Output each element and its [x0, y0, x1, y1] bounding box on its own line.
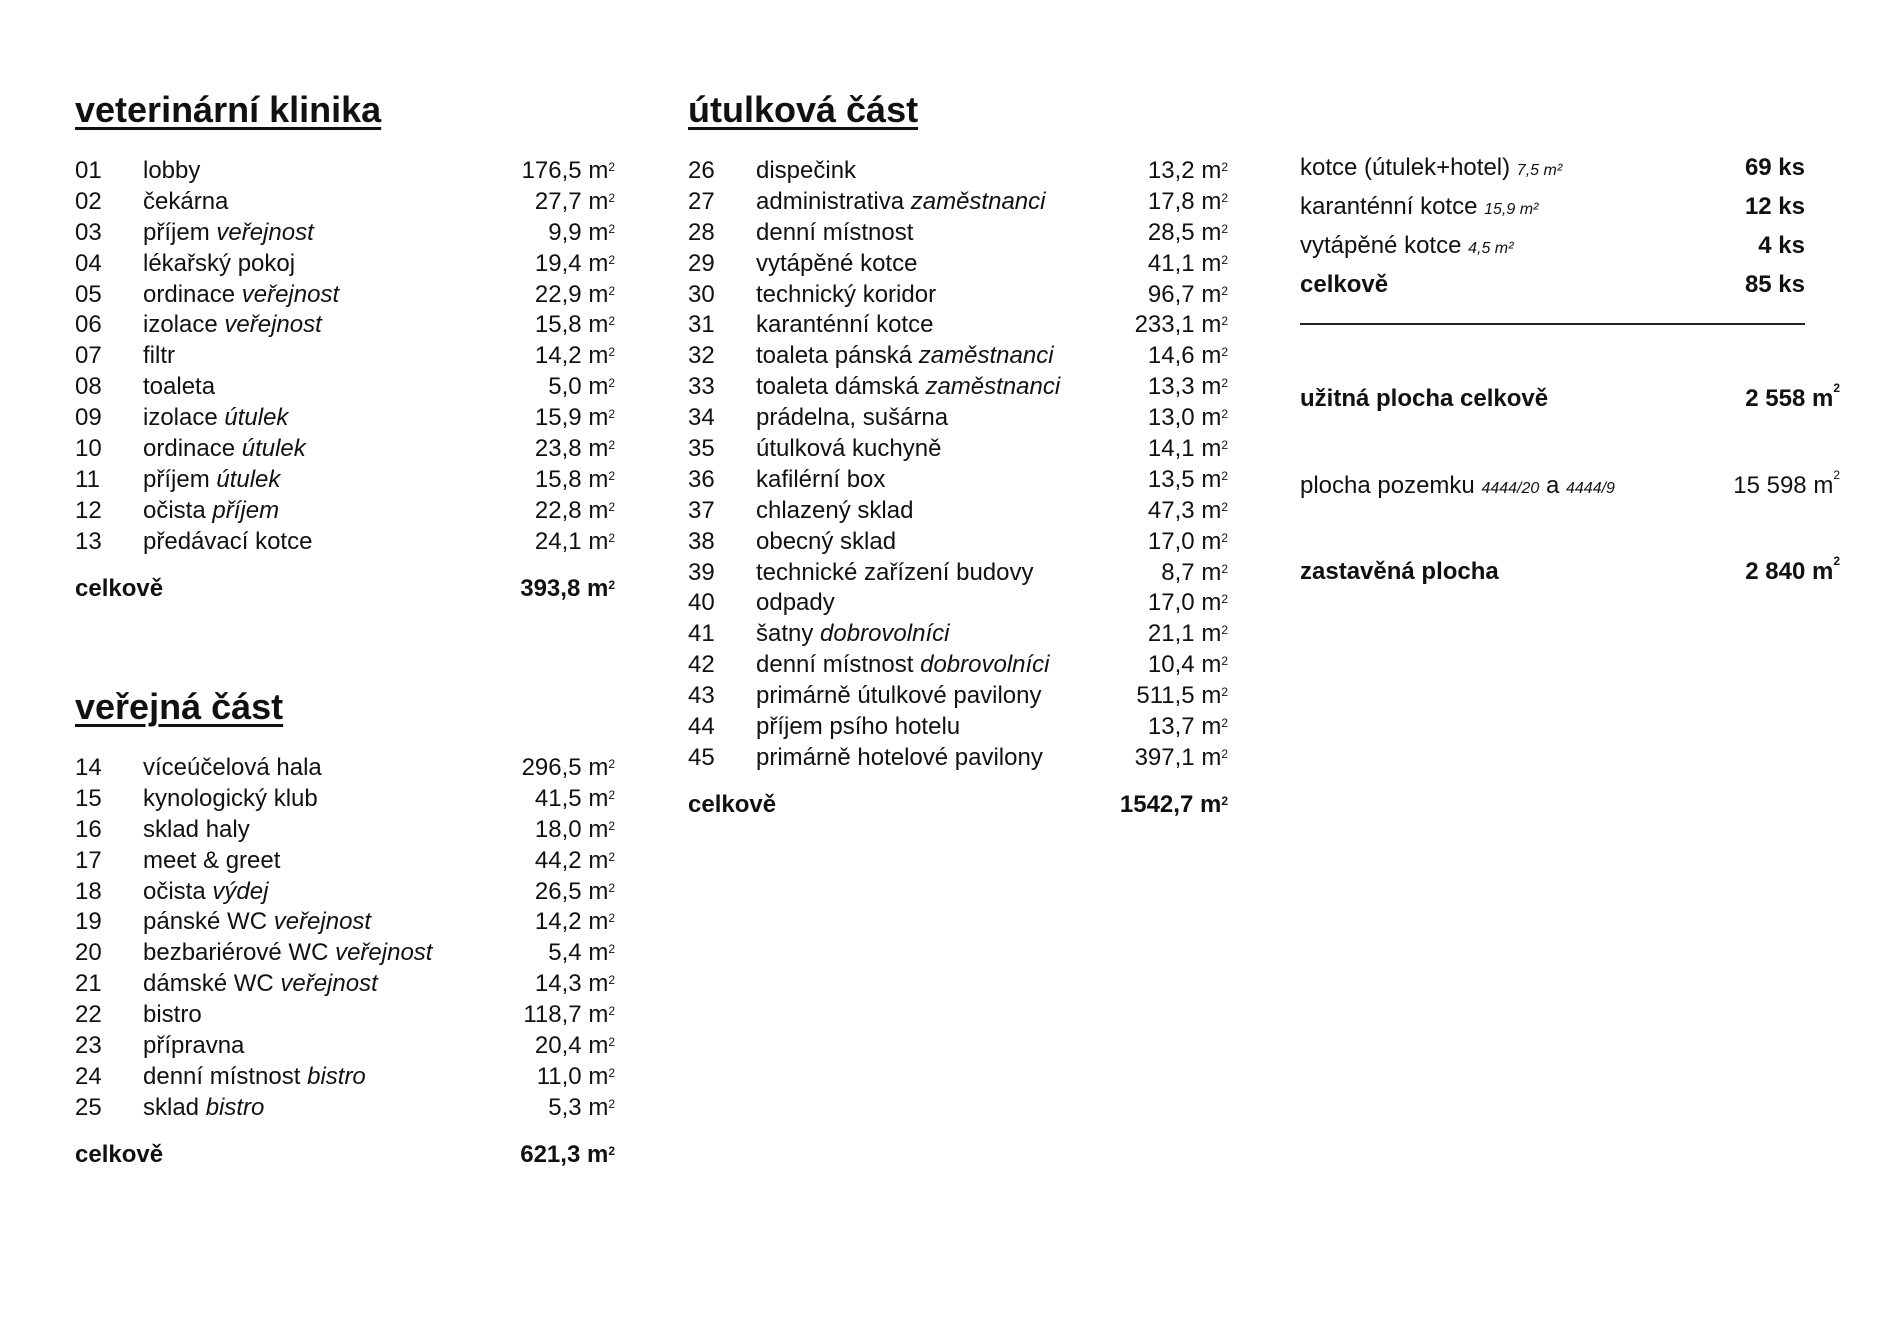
total-label: celkově	[75, 1140, 164, 1168]
room-area: 23,8 $m^2$	[534, 435, 615, 463]
room-note: veřejnost	[224, 311, 322, 339]
kennel-total-row	[1300, 267, 1805, 303]
kennel-row	[1300, 150, 1805, 189]
room-name: filtr	[143, 342, 175, 370]
room-row	[688, 249, 1228, 280]
room-note: útulek	[241, 435, 306, 463]
room-area: 24,1 $m^2$	[534, 527, 615, 555]
room-number: 05	[75, 280, 102, 308]
room-number: 40	[688, 589, 715, 617]
room-row	[75, 341, 615, 372]
room-number: 45	[688, 743, 715, 771]
room-row	[688, 403, 1228, 434]
kennel-list	[1300, 150, 1805, 267]
room-name: útulková kuchyně	[756, 435, 942, 463]
room-number: 43	[688, 682, 715, 710]
room-row	[75, 218, 615, 249]
kennel-row	[1300, 228, 1805, 267]
room-number: 02	[75, 187, 102, 215]
room-area: 9,9 $m^2$	[548, 218, 615, 246]
room-row	[688, 681, 1228, 712]
room-number: 10	[75, 435, 102, 463]
room-list-veterinarni	[75, 156, 615, 558]
room-row	[75, 969, 615, 1000]
room-name: šatny dobrovolníci	[756, 620, 950, 648]
total-value: 393,8 $m^2$	[520, 574, 615, 602]
section-utulkova	[688, 88, 1228, 820]
room-name: bistro	[143, 1001, 202, 1029]
room-list-utulkova	[688, 156, 1228, 774]
room-name: ordinace útulek	[143, 435, 306, 463]
room-list-verejna	[75, 753, 615, 1124]
room-area: 511,5 $m^2$	[1136, 682, 1228, 710]
room-name: toaleta dámská zaměstnanci	[756, 373, 1061, 401]
room-area: 20,4 $m^2$	[534, 1032, 615, 1060]
room-name: ordinace veřejnost	[143, 280, 340, 308]
room-name: primárně hotelové pavilony	[756, 743, 1043, 771]
room-name: prádelna, sušárna	[756, 404, 949, 432]
total-value: 621,3 $m^2$	[520, 1140, 615, 1168]
room-number: 29	[688, 249, 715, 277]
room-row	[75, 1000, 615, 1031]
kennel-label: kotce (útulek+hotel) 7,5 m²	[1300, 154, 1563, 181]
room-name: odpady	[756, 589, 835, 617]
room-row	[688, 341, 1228, 372]
room-number: 31	[688, 311, 715, 339]
room-name: sklad bistro	[143, 1093, 265, 1121]
room-number: 24	[75, 1062, 102, 1090]
room-name: bezbariérové WC veřejnost	[143, 939, 433, 967]
room-area: 17,0 $m^2$	[1147, 589, 1228, 617]
room-number: 37	[688, 496, 715, 524]
section-verejna	[75, 685, 615, 1170]
room-row	[75, 280, 615, 311]
room-area: 13,5 $m^2$	[1147, 465, 1228, 493]
room-row	[688, 650, 1228, 681]
room-number: 36	[688, 465, 715, 493]
total-label: celkově	[688, 790, 777, 818]
room-area: 13,0 $m^2$	[1147, 404, 1228, 432]
section-title-veterinarni: veterinární klinika	[75, 89, 382, 130]
divider	[1300, 323, 1805, 325]
room-area: 14,2 $m^2$	[534, 342, 615, 370]
room-name: technický koridor	[756, 280, 937, 308]
total-value: 1542,7 $m^2$	[1119, 790, 1228, 818]
room-number: 01	[75, 157, 102, 184]
plocha-pozemku-label: plocha pozemku 4444/20 a 4444/9	[1300, 472, 1615, 499]
room-name: pánské WC veřejnost	[143, 908, 372, 936]
total-row-verejna	[75, 1140, 615, 1170]
room-note: výdej	[212, 877, 269, 905]
room-row	[75, 1062, 615, 1093]
room-number: 30	[688, 280, 715, 308]
kennel-count: 69 ks	[1744, 154, 1805, 181]
room-name: očista výdej	[143, 877, 269, 905]
room-area: 14,3 $m^2$	[534, 970, 615, 998]
room-row	[75, 784, 615, 815]
room-number: 44	[688, 713, 715, 741]
room-number: 33	[688, 373, 715, 401]
room-number: 23	[75, 1032, 102, 1060]
room-name: dispečink	[756, 157, 857, 184]
section-kotce	[1300, 150, 1805, 325]
room-number: 04	[75, 249, 102, 277]
room-row	[688, 527, 1228, 558]
room-row	[688, 558, 1228, 589]
total-row-veterinarni	[75, 574, 615, 604]
room-area: 17,0 $m^2$	[1147, 527, 1228, 555]
room-row	[75, 907, 615, 938]
room-area: 26,5 $m^2$	[534, 877, 615, 905]
room-number: 15	[75, 784, 102, 812]
room-number: 26	[688, 157, 715, 184]
room-name: dámské WC veřejnost	[143, 970, 378, 998]
room-number: 20	[75, 939, 102, 967]
room-row	[688, 743, 1228, 774]
room-area: 15,8 $m^2$	[534, 311, 615, 339]
room-name: denní místnost dobrovolníci	[756, 651, 1050, 679]
room-name: denní místnost	[756, 218, 914, 246]
room-row	[688, 310, 1228, 341]
room-row	[75, 434, 615, 465]
room-number: 18	[75, 877, 102, 905]
uzitna-plocha-value: 2 558 $m^2$	[1745, 381, 1840, 412]
room-name: očista příjem	[143, 496, 280, 524]
room-name: administrativa zaměstnanci	[756, 187, 1046, 215]
room-row	[75, 310, 615, 341]
kennel-count: 12 ks	[1744, 193, 1805, 220]
room-row	[75, 753, 615, 784]
room-name: lobby	[143, 157, 201, 184]
room-row	[688, 280, 1228, 311]
room-row	[75, 846, 615, 877]
room-name: kafilérní box	[756, 465, 886, 493]
room-area: 47,3 $m^2$	[1147, 496, 1228, 524]
room-note: bistro	[205, 1093, 265, 1121]
total-row-utulkova	[688, 790, 1228, 820]
room-name: toaleta	[143, 373, 216, 401]
room-name: přípravna	[143, 1032, 245, 1060]
room-row	[688, 588, 1228, 619]
uzitna-plocha-row	[1300, 381, 1840, 413]
room-area: 8,7 $m^2$	[1161, 558, 1228, 586]
room-note: veřejnost	[280, 970, 378, 998]
kennel-row	[1300, 189, 1805, 228]
room-area: 22,8 $m^2$	[534, 496, 615, 524]
room-name: předávací kotce	[143, 527, 313, 555]
room-row	[75, 815, 615, 846]
plocha-pozemku-row	[1300, 468, 1840, 500]
section-title-verejna: veřejná část	[75, 686, 284, 727]
room-area: 5,4 $m^2$	[548, 939, 615, 967]
room-number: 41	[688, 620, 715, 648]
room-note: dobrovolníci	[820, 620, 950, 648]
room-row	[688, 619, 1228, 650]
room-name: lékařský pokoj	[143, 249, 296, 277]
room-note: zaměstnanci	[925, 373, 1061, 401]
room-name: toaleta pánská zaměstnanci	[756, 342, 1054, 370]
room-name: příjem útulek	[143, 465, 281, 493]
room-name: příjem psího hotelu	[756, 713, 961, 741]
room-number: 34	[688, 404, 715, 432]
zastavena-plocha-value: 2 840 $m^2$	[1745, 554, 1840, 585]
room-name: denní místnost bistro	[143, 1062, 366, 1090]
room-row	[75, 372, 615, 403]
zastavena-plocha-row	[1300, 554, 1840, 586]
room-area: 15,8 $m^2$	[534, 465, 615, 493]
room-name: kynologický klub	[143, 784, 318, 812]
room-area: 44,2 $m^2$	[534, 846, 615, 874]
room-name: izolace útulek	[143, 404, 289, 432]
room-note: veřejnost	[273, 908, 372, 936]
room-area: 96,7 $m^2$	[1147, 280, 1228, 308]
room-area: 13,2 $m^2$	[1147, 157, 1228, 184]
room-row	[75, 877, 615, 908]
room-number: 22	[75, 1001, 102, 1029]
room-name: chlazený sklad	[756, 496, 914, 524]
kennel-label: vytápěné kotce 4,5 m²	[1300, 232, 1514, 259]
room-name: příjem veřejnost	[143, 218, 314, 246]
room-area: 10,4 $m^2$	[1147, 651, 1228, 679]
room-area: 5,0 $m^2$	[548, 373, 615, 401]
room-number: 42	[688, 651, 715, 679]
room-row	[75, 156, 615, 187]
room-number: 09	[75, 404, 102, 432]
kennel-count: 4 ks	[1758, 232, 1805, 259]
room-name: karanténní kotce	[756, 311, 934, 339]
room-number: 28	[688, 218, 715, 246]
room-row	[75, 938, 615, 969]
total-label: celkově	[75, 574, 164, 602]
room-row	[688, 434, 1228, 465]
room-area: 17,8 $m^2$	[1147, 187, 1228, 215]
room-note: zaměstnanci	[910, 187, 1046, 215]
room-area: 296,5 $m^2$	[521, 754, 615, 781]
room-row	[75, 496, 615, 527]
room-area: 14,1 $m^2$	[1147, 435, 1228, 463]
room-row	[688, 496, 1228, 527]
room-area: 118,7 $m^2$	[523, 1001, 615, 1029]
room-row	[75, 1031, 615, 1062]
room-area: 14,6 $m^2$	[1147, 342, 1228, 370]
room-area: 397,1 $m^2$	[1134, 743, 1228, 771]
room-number: 21	[75, 970, 102, 998]
plocha-pozemku-value: 15 598 $m^2$	[1733, 468, 1840, 499]
room-area: 22,9 $m^2$	[534, 280, 615, 308]
zastavena-plocha-label: zastavěná plocha	[1300, 558, 1499, 585]
room-note: útulek	[224, 404, 289, 432]
room-area: 27,7 $m^2$	[534, 187, 615, 215]
kennel-total-value: 85 ks	[1744, 271, 1805, 298]
room-name: primárně útulkové pavilony	[756, 682, 1042, 710]
room-area: 21,1 $m^2$	[1147, 620, 1228, 648]
room-number: 39	[688, 558, 715, 586]
room-number: 27	[688, 187, 715, 215]
uzitna-plocha-label: užitná plocha celkově	[1300, 385, 1549, 412]
kennel-total-label: celkově	[1300, 271, 1389, 298]
room-note: příjem	[212, 496, 280, 524]
room-name: čekárna	[143, 187, 229, 215]
room-name: technické zařízení budovy	[756, 558, 1034, 586]
room-row	[75, 249, 615, 280]
room-area: 18,0 $m^2$	[534, 815, 615, 843]
room-area: 19,4 $m^2$	[534, 249, 615, 277]
room-area: 41,5 $m^2$	[534, 784, 615, 812]
room-row	[688, 187, 1228, 218]
room-number: 13	[75, 527, 102, 555]
room-area: 14,2 $m^2$	[534, 908, 615, 936]
room-number: 03	[75, 218, 102, 246]
room-area: 233,1 $m^2$	[1134, 311, 1228, 339]
room-name: víceúčelová hala	[143, 754, 322, 781]
room-row	[688, 156, 1228, 187]
room-number: 35	[688, 435, 715, 463]
room-number: 12	[75, 496, 102, 524]
room-row	[75, 527, 615, 558]
room-number: 08	[75, 373, 102, 401]
room-area: 176,5 $m^2$	[521, 157, 615, 184]
room-note: útulek	[216, 465, 281, 493]
room-number: 19	[75, 908, 102, 936]
room-row	[688, 465, 1228, 496]
room-number: 07	[75, 342, 102, 370]
kennel-label: karanténní kotce 15,9 m²	[1300, 193, 1539, 220]
room-number: 38	[688, 527, 715, 555]
room-note: veřejnost	[241, 280, 340, 308]
room-area: 5,3 $m^2$	[548, 1093, 615, 1121]
room-note: zaměstnanci	[918, 342, 1054, 370]
room-note: veřejnost	[216, 218, 314, 246]
room-row	[75, 465, 615, 496]
room-name: obecný sklad	[756, 527, 897, 555]
room-name: sklad haly	[143, 815, 250, 843]
room-note: veřejnost	[335, 939, 433, 967]
room-row	[75, 403, 615, 434]
room-note: bistro	[307, 1062, 366, 1090]
room-number: 25	[75, 1093, 102, 1121]
room-number: 11	[75, 465, 100, 493]
room-row	[688, 372, 1228, 403]
room-name: izolace veřejnost	[143, 311, 322, 339]
room-area: 11,0 $m^2$	[536, 1062, 615, 1090]
room-row	[688, 218, 1228, 249]
room-area: 13,3 $m^2$	[1147, 373, 1228, 401]
room-row	[75, 187, 615, 218]
room-note: dobrovolníci	[920, 651, 1050, 679]
room-area: 13,7 $m^2$	[1147, 713, 1228, 741]
room-name: meet & greet	[143, 846, 281, 874]
room-number: 32	[688, 342, 715, 370]
section-veterinarni	[75, 88, 615, 604]
room-row	[688, 712, 1228, 743]
room-area: 15,9 $m^2$	[534, 404, 615, 432]
room-row	[75, 1093, 615, 1124]
room-name: vytápěné kotce	[756, 249, 918, 277]
room-number: 06	[75, 311, 102, 339]
room-number: 16	[75, 815, 102, 843]
room-area: 28,5 $m^2$	[1147, 218, 1228, 246]
room-number: 17	[75, 846, 102, 874]
room-number: 14	[75, 754, 102, 781]
room-area: 41,1 $m^2$	[1147, 249, 1228, 277]
section-title-utulkova: útulková část	[688, 89, 919, 130]
